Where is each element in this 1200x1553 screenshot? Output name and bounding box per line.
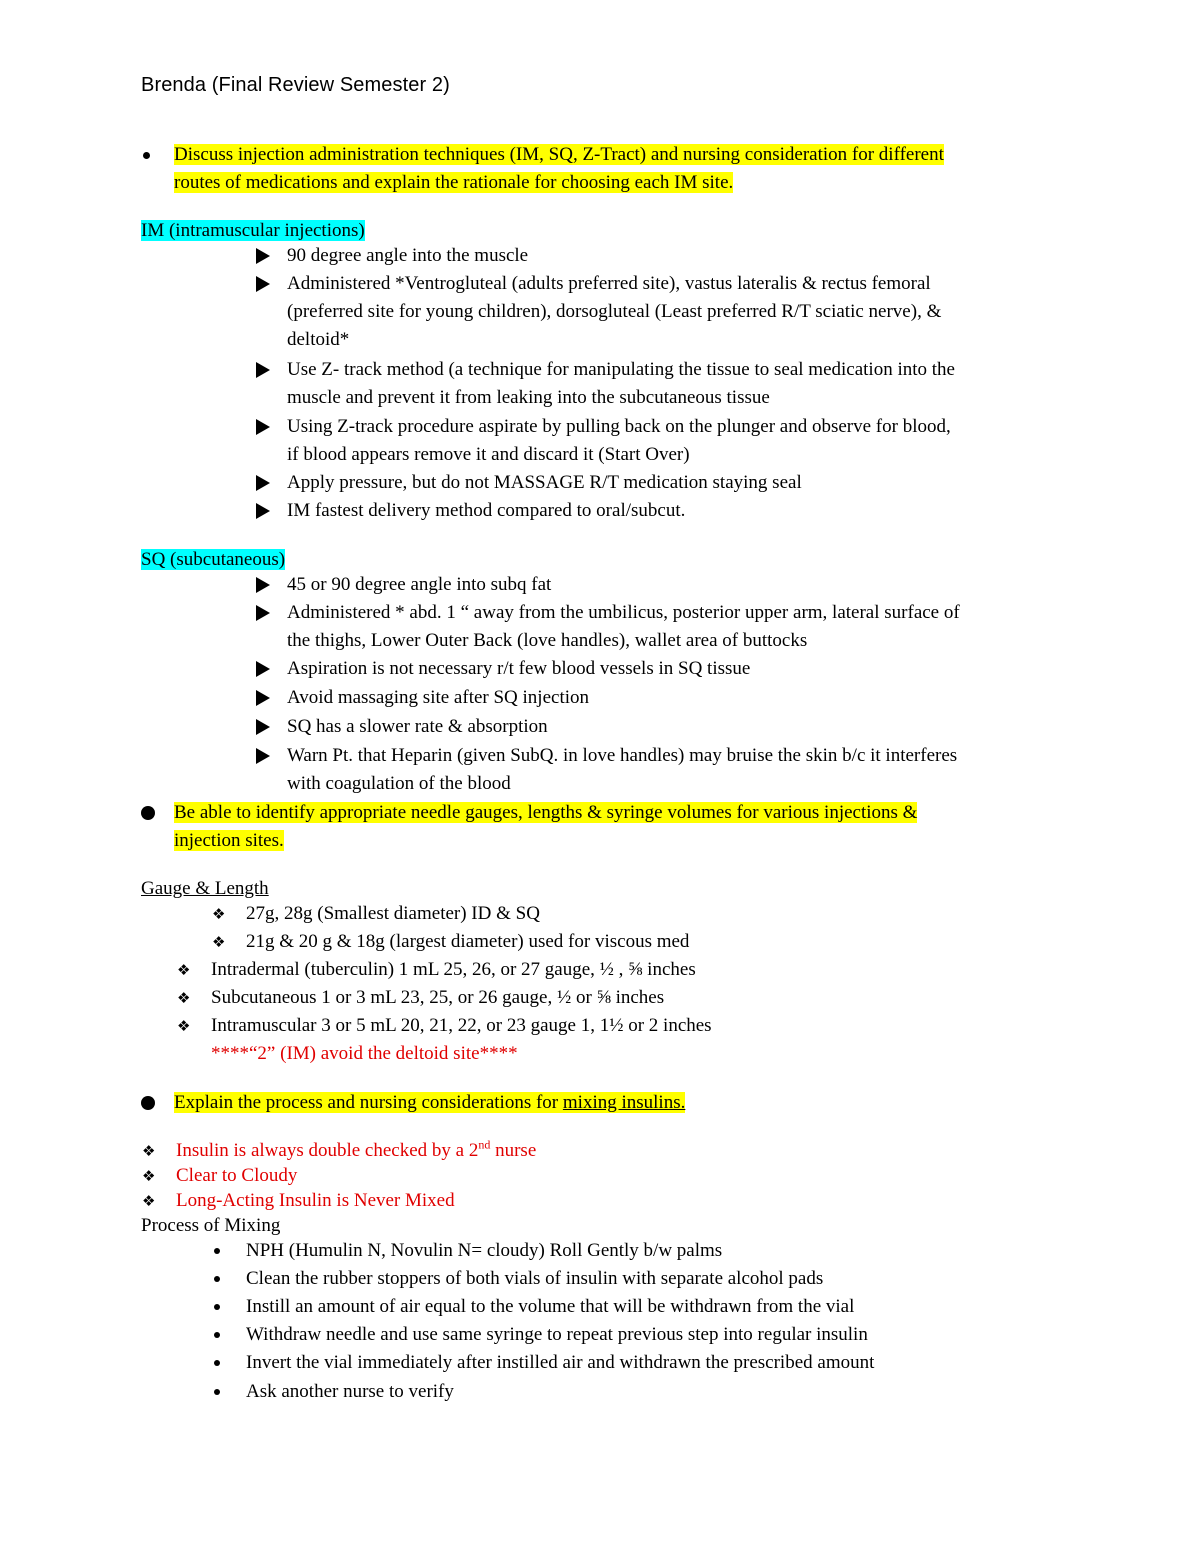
sq-item: with coagulation of the blood — [287, 773, 511, 794]
arrow-bullet-icon — [256, 276, 270, 292]
gauge-item: Intramuscular 3 or 5 mL 20, 21, 22, or 23 gauge 1, 1½ or 2 inches — [211, 1015, 712, 1036]
objective-2-line2: injection sites. — [174, 830, 284, 851]
gauge-item: Subcutaneous 1 or 3 mL 23, 25, or 26 gauge, ½ or ⅝ inches — [211, 987, 665, 1008]
bullet-icon — [214, 1248, 220, 1254]
arrow-bullet-icon — [256, 577, 270, 593]
process-step: Clean the rubber stoppers of both vials of insulin with separate alcohol pads — [246, 1268, 824, 1289]
sq-item: Avoid massaging site after SQ injection — [287, 687, 590, 708]
sq-item: 45 or 90 degree angle into subq fat — [287, 574, 552, 595]
process-step: Withdraw needle and use same syringe to repeat previous step into regular insulin — [246, 1324, 868, 1345]
im-item: Use Z- track method (a technique for manipulating the tissue to seal medication into the — [287, 359, 955, 380]
bullet-icon — [214, 1332, 220, 1338]
process-step: Ask another nurse to verify — [246, 1381, 454, 1402]
insulin-rule-3: Long-Acting Insulin is Never Mixed — [176, 1190, 455, 1211]
sq-item: Warn Pt. that Heparin (given SubQ. in love handles) may bruise the skin b/c it interferes — [287, 745, 958, 766]
im-item: Using Z-track procedure aspirate by pulling back on the plunger and observe for blood, — [287, 416, 951, 437]
objective-2-line1: Be able to identify appropriate needle gauges, lengths & syringe volumes for various injections & — [174, 802, 918, 823]
arrow-bullet-icon — [256, 503, 270, 519]
diamond-bullet-icon: ❖ — [142, 1142, 156, 1160]
sq-item: Administered * abd. 1 “ away from the umbilicus, posterior upper arm, lateral surface of — [287, 602, 960, 623]
im-item: muscle and prevent it from leaking into the subcutaneous tissue — [287, 387, 770, 408]
gauge-sub-item: 27g, 28g (Smallest diameter) ID & SQ — [246, 903, 540, 924]
im-heading: IM (intramuscular injections) — [141, 220, 365, 241]
objective-1-line1: Discuss injection administration techniques (IM, SQ, Z-Tract) and nursing consideration for different — [174, 144, 944, 165]
bullet-icon — [214, 1276, 220, 1282]
gauge-heading: Gauge & Length — [141, 878, 269, 899]
gauge-item: Intradermal (tuberculin) 1 mL 25, 26, or 27 gauge, ½ , ⅝ inches — [211, 959, 696, 980]
sq-item: SQ has a slower rate & absorption — [287, 716, 548, 737]
objective-3-text: Explain the process and nursing considerations for — [174, 1092, 563, 1113]
bullet-icon — [214, 1360, 220, 1366]
diamond-bullet-icon: ❖ — [177, 989, 191, 1007]
bullet-icon — [141, 1096, 155, 1110]
arrow-bullet-icon — [256, 475, 270, 491]
arrow-bullet-icon — [256, 362, 270, 378]
bullet-icon — [141, 806, 155, 820]
im-item: IM fastest delivery method compared to oral/subcut. — [287, 500, 686, 521]
bullet-icon — [214, 1389, 220, 1395]
diamond-bullet-icon: ❖ — [212, 933, 226, 951]
arrow-bullet-icon — [256, 419, 270, 435]
im-item: (preferred site for young children), dorsogluteal (Least preferred R/T sciatic nerve), & — [287, 301, 942, 322]
bullet-icon — [143, 152, 150, 159]
diamond-bullet-icon: ❖ — [212, 905, 226, 923]
arrow-bullet-icon — [256, 661, 270, 677]
diamond-bullet-icon: ❖ — [142, 1167, 156, 1185]
im-item: Apply pressure, but do not MASSAGE R/T medication staying seal — [287, 472, 802, 493]
process-step: Invert the vial immediately after instilled air and withdrawn the prescribed amount — [246, 1352, 875, 1373]
objective-1-line2: routes of medications and explain the rationale for choosing each IM site. — [174, 172, 734, 193]
process-step: NPH (Humulin N, Novulin N= cloudy) Roll Gently b/w palms — [246, 1240, 723, 1261]
arrow-bullet-icon — [256, 748, 270, 764]
gauge-sub-item: 21g & 20 g & 18g (largest diameter) used for viscous med — [246, 931, 690, 952]
deltoid-warning: ****“2” (IM) avoid the deltoid site**** — [211, 1043, 518, 1064]
sq-heading: SQ (subcutaneous) — [141, 549, 286, 570]
sq-item: Aspiration is not necessary r/t few blood vessels in SQ tissue — [287, 658, 751, 679]
bullet-icon — [214, 1304, 220, 1310]
process-step: Instill an amount of air equal to the volume that will be withdrawn from the vial — [246, 1296, 855, 1317]
sq-item: the thighs, Lower Outer Back (love handles), wallet area of buttocks — [287, 630, 808, 651]
insulin-rule-2: Clear to Cloudy — [176, 1165, 298, 1186]
im-item: 90 degree angle into the muscle — [287, 245, 529, 266]
arrow-bullet-icon — [256, 719, 270, 735]
arrow-bullet-icon — [256, 605, 270, 621]
diamond-bullet-icon: ❖ — [142, 1192, 156, 1210]
im-item: deltoid* — [287, 329, 350, 350]
diamond-bullet-icon: ❖ — [177, 1017, 191, 1035]
im-item: Administered *Ventrogluteal (adults preferred site), vastus lateralis & rectus femoral — [287, 273, 931, 294]
process-heading: Process of Mixing — [141, 1215, 281, 1236]
page-title: Brenda (Final Review Semester 2) — [141, 74, 450, 96]
arrow-bullet-icon — [256, 690, 270, 706]
im-item: if blood appears remove it and discard it (Start Over) — [287, 444, 690, 465]
diamond-bullet-icon: ❖ — [177, 961, 191, 979]
insulin-rule-1: Insulin is always double checked by a 2nd nurse — [176, 1137, 537, 1161]
arrow-bullet-icon — [256, 248, 270, 264]
mixing-insulins-link-text: mixing insulins. — [562, 1092, 686, 1113]
